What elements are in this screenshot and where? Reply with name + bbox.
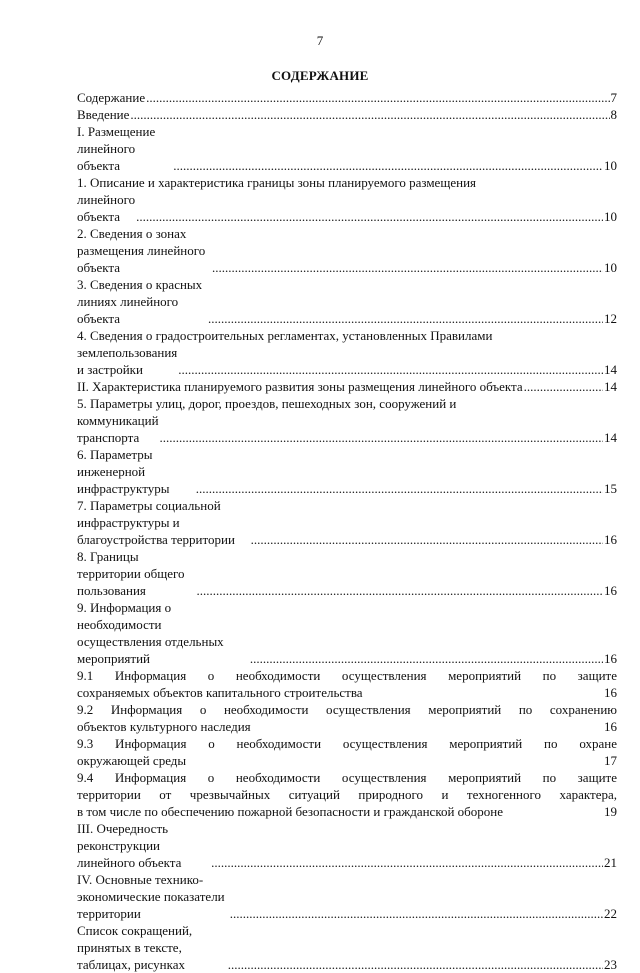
toc-page-number: 16	[604, 532, 617, 547]
toc-entry-text: Содержание	[77, 90, 146, 105]
toc-page-number: 15	[604, 481, 617, 496]
toc-page-number: 16	[604, 583, 617, 598]
toc-entry[interactable]	[77, 174, 617, 225]
toc-page-number: 14	[604, 379, 617, 394]
toc-entry-text: окружающей среды	[77, 753, 187, 768]
toc-page-number: 10	[604, 209, 617, 224]
toc-entry-text: 9. Информация о необходимости осуществления отдельных мероприятий	[77, 600, 224, 666]
toc-entry[interactable]	[77, 395, 617, 446]
toc-page-number: 19	[604, 804, 617, 819]
toc-entry-text: 3. Сведения о красных линиях линейного объекта	[77, 277, 203, 326]
toc-entry[interactable]	[77, 548, 617, 599]
toc-page-number: 7	[610, 90, 617, 105]
table-of-contents	[77, 89, 617, 973]
toc-leader-dots	[136, 208, 603, 225]
toc-leader-dots	[178, 361, 603, 378]
toc-leader-dots	[524, 378, 603, 395]
toc-leader-dots	[228, 956, 603, 973]
toc-entry-text: I. Размещение линейного объекта	[77, 124, 156, 173]
toc-entry[interactable]	[77, 276, 617, 327]
toc-entry-text: II. Характеристика планируемого развития зоны размещения линейного объекта	[77, 379, 523, 394]
toc-entry-text: 9.2 Информация о необходимости осуществления мероприятий по сохранению	[77, 702, 617, 717]
toc-entry-text: 9.3 Информация о необходимости осуществления мероприятий по охране	[77, 736, 617, 751]
toc-entry-text: в том числе по обеспечению пожарной безопасности и гражданской обороне	[77, 804, 504, 819]
toc-leader-dots	[160, 429, 603, 446]
toc-entry[interactable]	[77, 446, 617, 497]
toc-entry-text: территории от чрезвычайных ситуаций природного и техногенного характера,	[77, 787, 617, 802]
toc-page-number: 22	[604, 906, 617, 921]
toc-entry-text: 9.1 Информация о необходимости осуществления мероприятий по защите	[77, 668, 617, 683]
toc-page-number: 12	[604, 311, 617, 326]
toc-entry-text: 9.4 Информация о необходимости осуществления мероприятий по защите	[77, 770, 617, 785]
toc-entry-text: объектов культурного наследия	[77, 719, 251, 734]
toc-leader-dots	[208, 310, 603, 327]
toc-page-number: 10	[604, 158, 617, 173]
toc-entry-text: 4. Сведения о градостроительных регламентах, установленных Правилами	[77, 328, 493, 343]
toc-page-number: 8	[610, 107, 617, 122]
toc-leader-dots	[212, 259, 603, 276]
toc-leader-dots	[196, 480, 603, 497]
toc-entry-text: III. Очередность реконструкции линейного объекта	[77, 821, 182, 870]
toc-page-number: 16	[604, 719, 617, 734]
toc-entry[interactable]	[77, 123, 617, 174]
toc-leader-dots	[251, 531, 603, 548]
toc-entry-text: 1. Описание и характеристика границы зоны планируемого размещения	[77, 175, 477, 190]
toc-page-number: 21	[604, 855, 617, 870]
toc-entry-text: коммуникаций транспорта	[77, 413, 159, 445]
toc-page-number: 14	[604, 362, 617, 377]
page-number: 7	[316, 33, 324, 48]
toc-entry[interactable]	[77, 89, 617, 106]
toc-entry-text: IV. Основные технико-экономические показатели территории	[77, 872, 225, 921]
toc-entry[interactable]	[77, 378, 617, 395]
toc-entry-text: землепользования и застройки	[77, 345, 178, 377]
toc-entry-text: линейного объекта	[77, 192, 136, 224]
toc-leader-dots	[211, 854, 603, 871]
toc-title: СОДЕРЖАНИЕ	[271, 68, 369, 83]
toc-entry[interactable]	[77, 225, 617, 276]
toc-page-number: 10	[604, 260, 617, 275]
toc-page-number: 17	[604, 753, 617, 768]
toc-entry-text: Список сокращений, принятых в тексте, таблицах, рисунках	[77, 923, 193, 972]
toc-leader-dots	[197, 582, 604, 599]
toc-entry[interactable]	[77, 667, 617, 701]
toc-entry[interactable]	[77, 599, 617, 667]
toc-leader-dots	[230, 905, 603, 922]
toc-entry-text: 8. Границы территории общего пользования	[77, 549, 185, 598]
toc-page-number: 14	[604, 430, 617, 445]
toc-entry-text: 2. Сведения о зонах размещения линейного объекта	[77, 226, 206, 275]
toc-leader-dots	[146, 89, 609, 106]
toc-entry-text: 6. Параметры инженерной инфраструктуры	[77, 447, 170, 496]
toc-entry[interactable]	[77, 871, 617, 922]
toc-entry[interactable]	[77, 497, 617, 548]
toc-entry-text: 5. Параметры улиц, дорог, проездов, пешеходных зон, сооружений и	[77, 396, 457, 411]
toc-entry[interactable]	[77, 820, 617, 871]
toc-entry[interactable]	[77, 327, 617, 378]
toc-entry[interactable]	[77, 922, 617, 973]
toc-entry[interactable]	[77, 106, 617, 123]
toc-page-number: 23	[604, 957, 617, 972]
toc-entry[interactable]	[77, 735, 617, 769]
toc-leader-dots	[250, 650, 603, 667]
toc-entry[interactable]	[77, 769, 617, 820]
toc-entry-text: Введение	[77, 107, 130, 122]
toc-entry-text: сохраняемых объектов капитального строительства	[77, 685, 363, 700]
toc-page-number: 16	[604, 651, 617, 666]
toc-entry-text: 7. Параметры социальной инфраструктуры и благоустройства территории	[77, 498, 235, 547]
toc-entry[interactable]	[77, 701, 617, 735]
toc-page-number: 16	[604, 685, 617, 700]
toc-leader-dots	[173, 157, 603, 174]
toc-leader-dots	[130, 106, 609, 123]
